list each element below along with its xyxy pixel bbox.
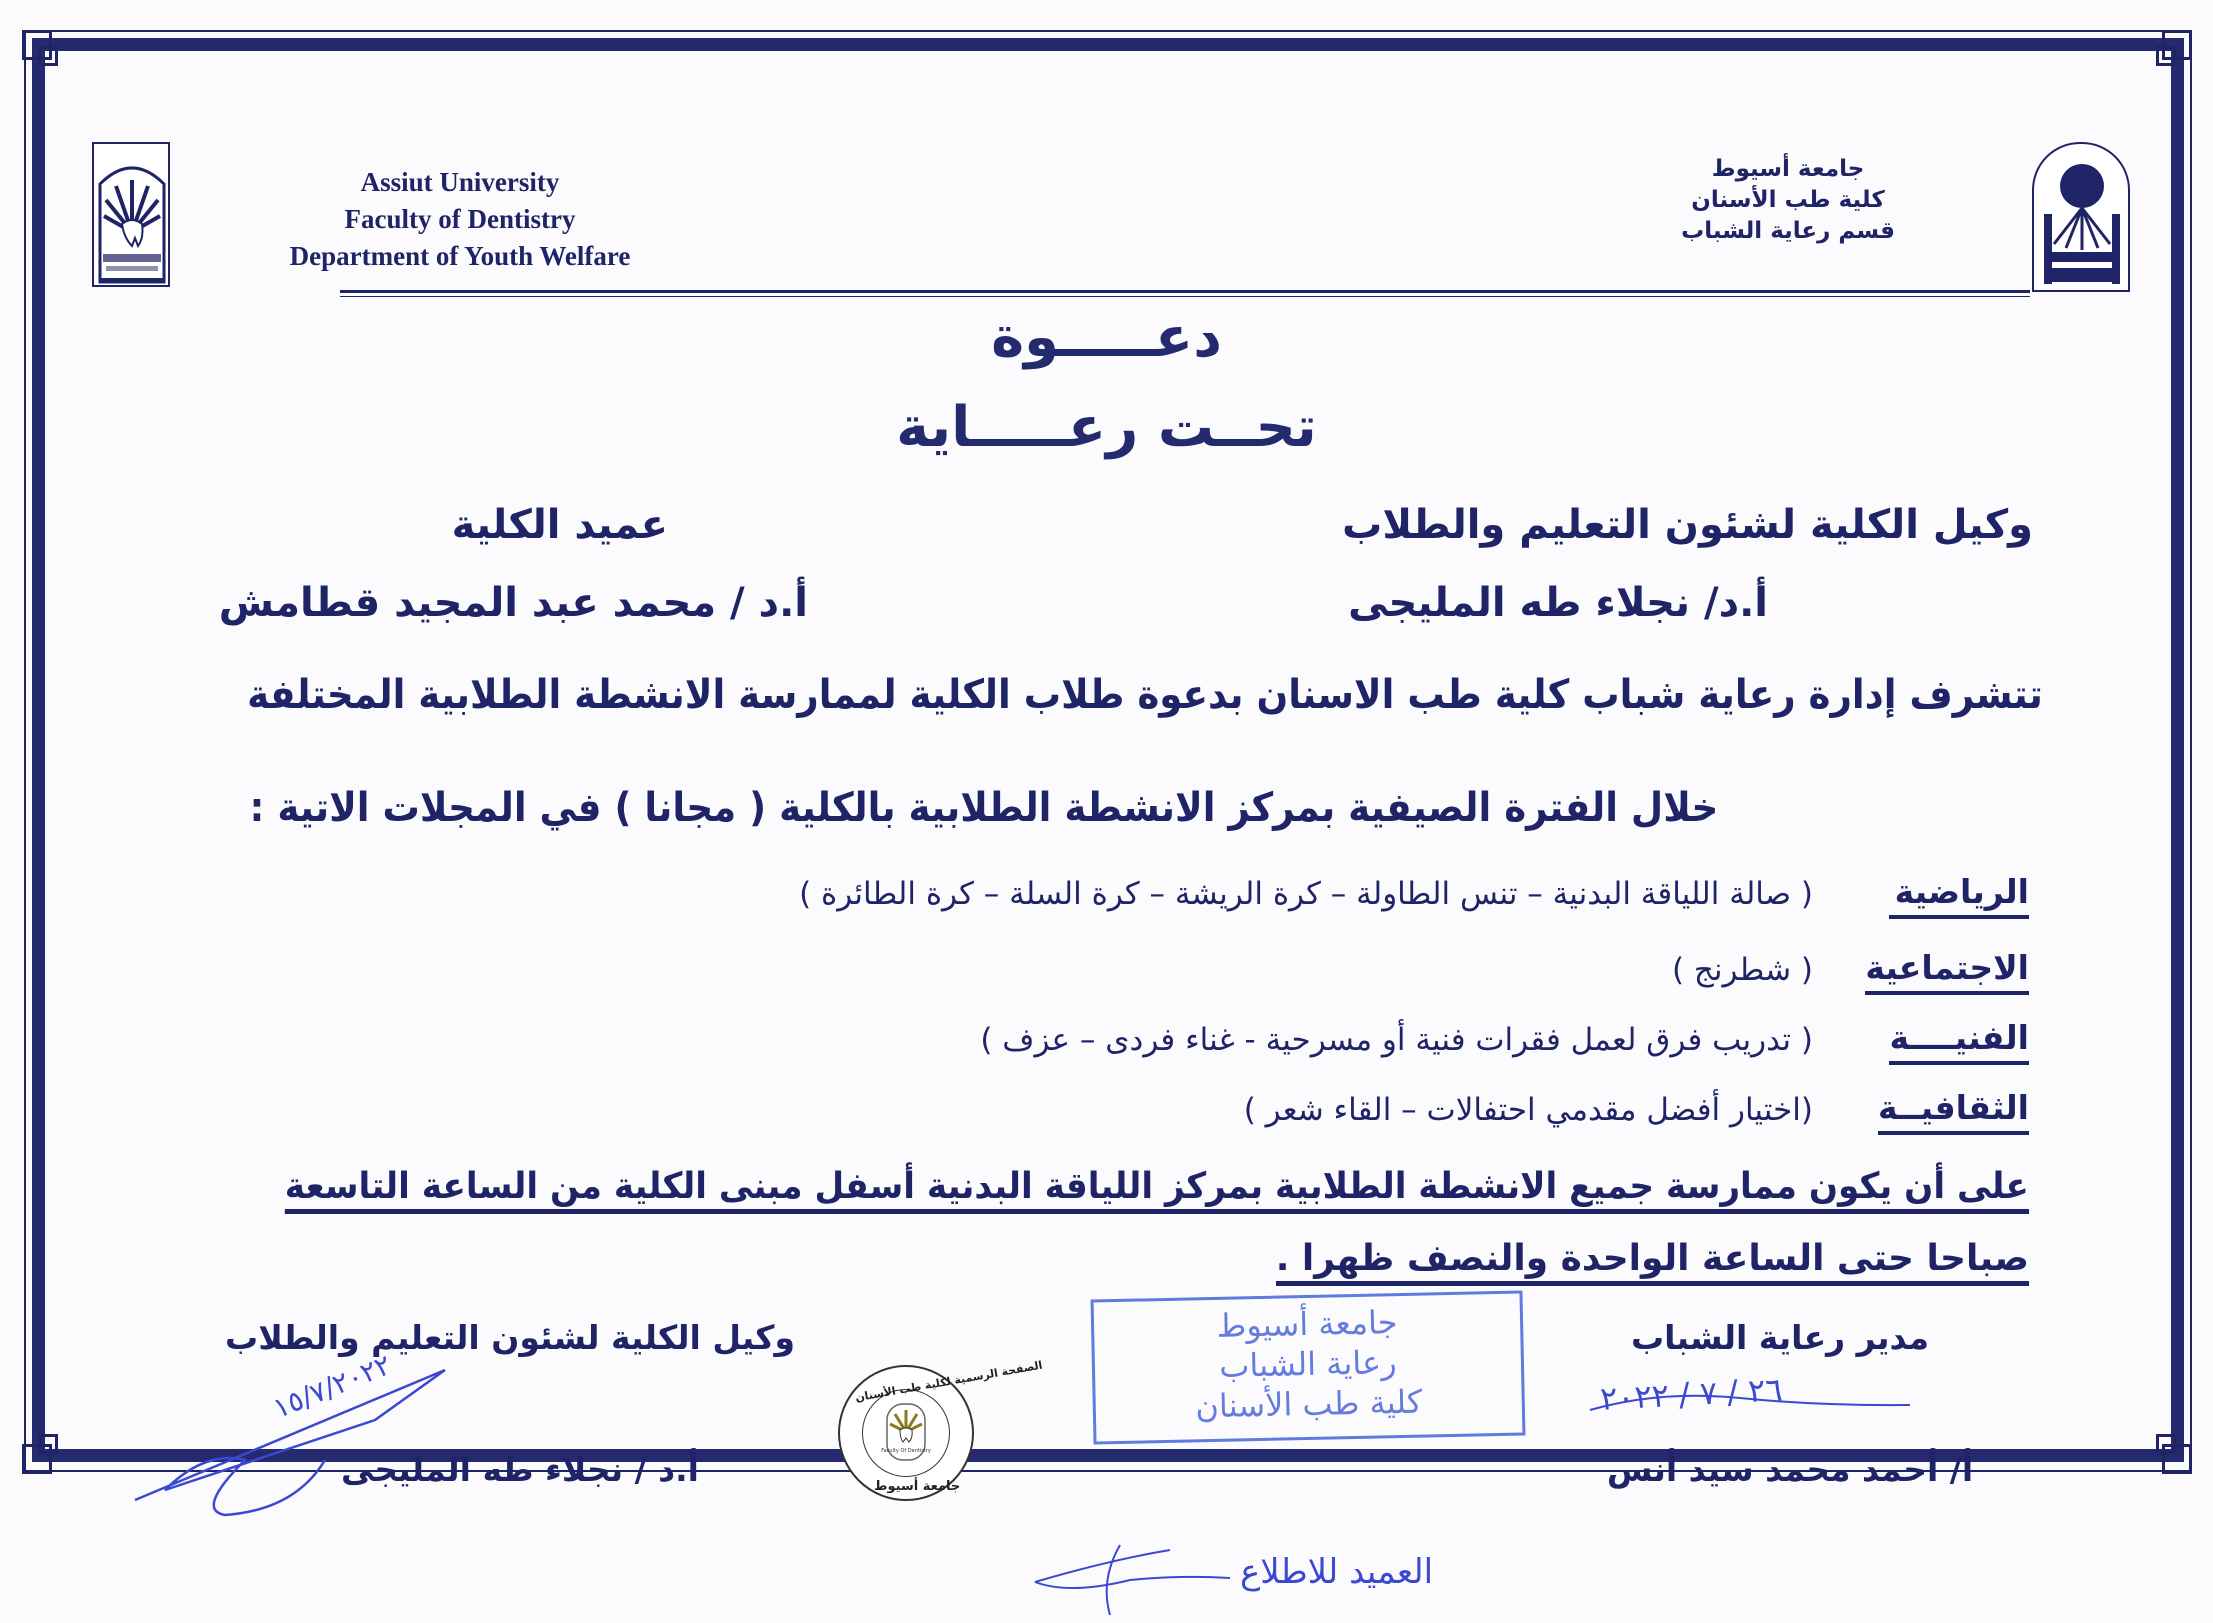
footer-handwritten-note: العميد للاطلاع (1240, 1552, 1434, 1592)
category-cultural-label: الثقافيــة (1878, 1088, 2029, 1135)
faculty-of-dentistry-logo-icon (92, 142, 170, 287)
note-line-2: صباحا حتى الساعة الواحدة والنصف ظهرا . (1276, 1238, 2029, 1279)
frame-corner-top-left-inner (38, 46, 58, 66)
stamp-line-2: رعاية الشباب (1218, 1343, 1397, 1385)
stamp-line-3: كلية طب الأسنان (1195, 1382, 1423, 1426)
frame-corner-bottom-right-inner (2156, 1434, 2176, 1454)
signature-left-role: وكيل الكلية لشئون التعليم والطلاب (225, 1318, 795, 1357)
category-sports-label: الرياضية (1889, 872, 2029, 919)
frame-corner-bottom-left-inner (38, 1434, 58, 1454)
official-page-seal (838, 1358, 1044, 1501)
stamp-line-1: جامعة أسيوط (1216, 1303, 1398, 1345)
dean-role: عميد الكلية (451, 502, 668, 548)
header-department-ar: قسم رعاية الشباب (1681, 218, 1895, 244)
assiut-university-logo-icon (2032, 142, 2130, 292)
signature-right-name: أ/ أحمد محمد سيد أنس (1606, 1450, 1974, 1489)
seal-top-arc-text: الصفحة الرسمية لكلية طب الأسنان (854, 1358, 1044, 1405)
seal-bottom-arc-text: جامعة أسيوط (874, 1479, 961, 1494)
svg-text:Faculty Of Dentistry: Faculty Of Dentistry (881, 1448, 931, 1454)
header-arabic (1578, 154, 1998, 247)
header-department-en: Department of Youth Welfare (289, 241, 631, 271)
under-patronage-title: تحــت رعـــــاية (896, 395, 1317, 460)
dean-name: أ.د / محمد عبد المجيد قطامش (218, 580, 808, 626)
invitation-title: دعـــــوة (991, 305, 1222, 370)
category-social-items: ( شطرنج ) (1671, 952, 1813, 988)
category-social-label: الاجتماعية (1865, 948, 2029, 995)
header-divider-thin (340, 296, 2030, 297)
category-arts-label: الفنيــــة (1889, 1018, 2029, 1065)
header-university-ar: جامعة أسيوط (1711, 156, 1865, 182)
seal-logo-icon (863, 1390, 949, 1476)
header-english (190, 164, 730, 275)
category-arts-items: ( تدريب فرق لعمل فقرات فنية أو مسرحية - غناء فردى – عزف ) (980, 1022, 1813, 1058)
header-divider (340, 290, 2030, 293)
signature-right-role: مدير رعاية الشباب (1630, 1318, 1930, 1357)
official-stamp (1091, 1290, 1526, 1444)
vice-dean-role: وكيل الكلية لشئون التعليم والطلاب (1342, 502, 2033, 548)
handwritten-date-right: ٢٦ / ٧ / ٢٠٢٢ (1599, 1370, 1784, 1418)
handwritten-date-left: ١٥/٧/٢٠٢٢ (268, 1347, 396, 1426)
header-faculty-en: Faculty of Dentistry (344, 204, 576, 234)
header-faculty-ar: كلية طب الأسنان (1691, 187, 1885, 213)
intro-line-2: خلال الفترة الصيفية بمركز الانشطة الطلابية بالكلية ( مجانا ) في المجلات الاتية : (249, 785, 1718, 831)
frame-corner-top-right-inner (2156, 46, 2176, 66)
vice-dean-name: أ.د/ نجلاء طه المليجى (1348, 580, 1768, 626)
footer-handwritten-signature (1030, 1540, 1260, 1620)
seal-inner-ring (862, 1389, 950, 1477)
note-line-1: على أن يكون ممارسة جميع الانشطة الطلابية بمركز اللياقة البدنية أسفل مبنى الكلية من الساعة التاسعة (285, 1166, 2029, 1207)
category-sports-items: ( صالة اللياقة البدنية – تنس الطاولة – كرة الريشة – كرة السلة – كرة الطائرة ) (799, 876, 1813, 912)
category-cultural-items: (اختيار أفضل مقدمي احتفالات – القاء شعر ) (1243, 1092, 1813, 1128)
handwritten-signature-right (1580, 1380, 1940, 1430)
intro-line-1: تتشرف إدارة رعاية شباب كلية طب الاسنان بدعوة طلاب الكلية لممارسة الانشطة الطلابية المختلفة (247, 672, 2043, 718)
header-university-en: Assiut University (360, 167, 560, 197)
signature-left-name: أ.د / نجلاء طه المليجى (341, 1450, 699, 1489)
